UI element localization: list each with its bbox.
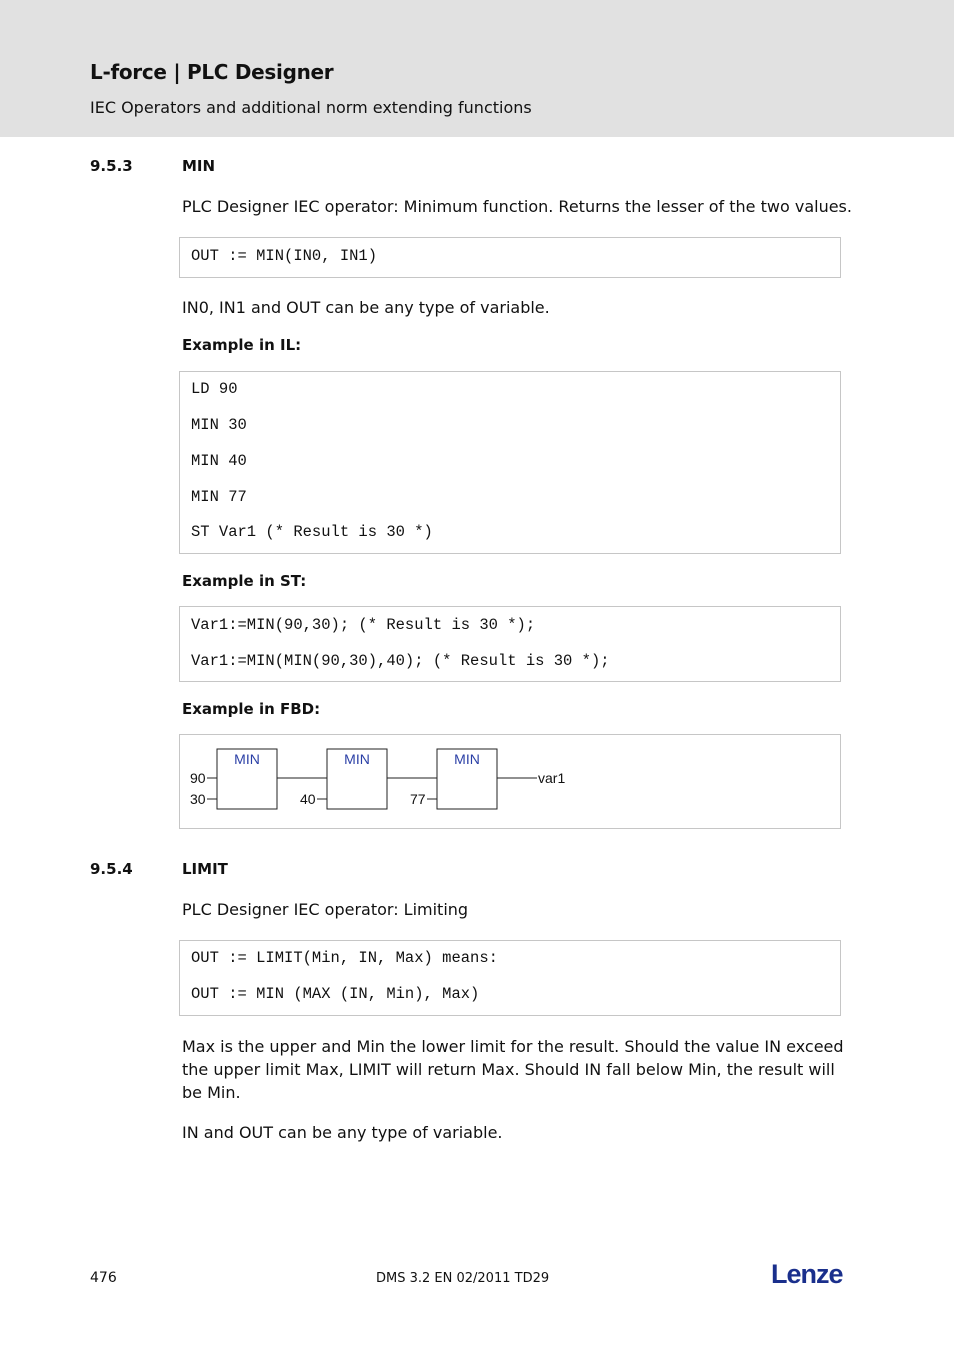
fbd-diagram-box — [179, 734, 841, 829]
page-number: 476 — [90, 1270, 117, 1286]
limit-syntax-line: OUT := LIMIT(Min, IN, Max) means: — [191, 949, 498, 967]
doc-title: L-force | PLC Designer — [90, 60, 334, 84]
il-code-line: MIN 77 — [191, 488, 247, 506]
input-value-40: 40 — [300, 791, 316, 807]
limit-note: IN and OUT can be any type of variable. — [182, 1123, 503, 1142]
section-title-min: MIN — [182, 157, 216, 175]
il-code-line: LD 90 — [191, 380, 238, 398]
header-band — [0, 0, 954, 137]
fbd-example-label: Example in FBD: — [182, 700, 321, 718]
input-value-77: 77 — [410, 791, 426, 807]
il-code-box — [179, 371, 841, 554]
section-number-limit: 9.5.4 — [90, 860, 133, 878]
limit-syntax-box — [179, 940, 841, 1016]
min-intro: PLC Designer IEC operator: Minimum function. Returns the lesser of the two values. — [182, 197, 852, 216]
il-code-line: MIN 30 — [191, 416, 247, 434]
input-value-30: 30 — [190, 791, 206, 807]
limit-intro: PLC Designer IEC operator: Limiting — [182, 900, 469, 919]
fbd-diagram — [180, 735, 840, 828]
st-example-label: Example in ST: — [182, 572, 307, 590]
section-number-min: 9.5.3 — [90, 157, 133, 175]
limit-description: Max is the upper and Min the lower limit for the result. Should the value IN exceed the upper limit Max, LIMIT will return Max. Should IN fall below Min, the result will be Min. — [182, 1037, 844, 1102]
doc-subtitle: IEC Operators and additional norm extending functions — [90, 98, 532, 117]
min-syntax-box — [179, 237, 841, 278]
il-example-label: Example in IL: — [182, 336, 302, 354]
lenze-logo-text: Lenze — [771, 1259, 843, 1289]
output-var: var1 — [538, 770, 566, 786]
section-title-limit: LIMIT — [182, 860, 228, 878]
il-code-line: MIN 40 — [191, 452, 247, 470]
doc-reference: DMS 3.2 EN 02/2011 TD29 — [376, 1271, 550, 1286]
limit-syntax-line: OUT := MIN (MAX (IN, Min), Max) — [191, 985, 480, 1003]
il-code-line: ST Var1 (* Result is 30 *) — [191, 523, 433, 541]
min-syntax-line: OUT := MIN(IN0, IN1) — [191, 247, 378, 265]
st-code-line: Var1:=MIN(MIN(90,30),40); (* Result is 30 *); — [191, 652, 610, 670]
block-label-2: MIN — [344, 751, 370, 767]
st-code-box — [179, 606, 841, 682]
block-label-1: MIN — [234, 751, 260, 767]
input-value-90: 90 — [190, 770, 206, 786]
min-note: IN0, IN1 and OUT can be any type of variable. — [182, 298, 550, 317]
block-label-3: MIN — [454, 751, 480, 767]
lenze-logo — [771, 1259, 851, 1289]
st-code-line: Var1:=MIN(90,30); (* Result is 30 *); — [191, 616, 536, 634]
